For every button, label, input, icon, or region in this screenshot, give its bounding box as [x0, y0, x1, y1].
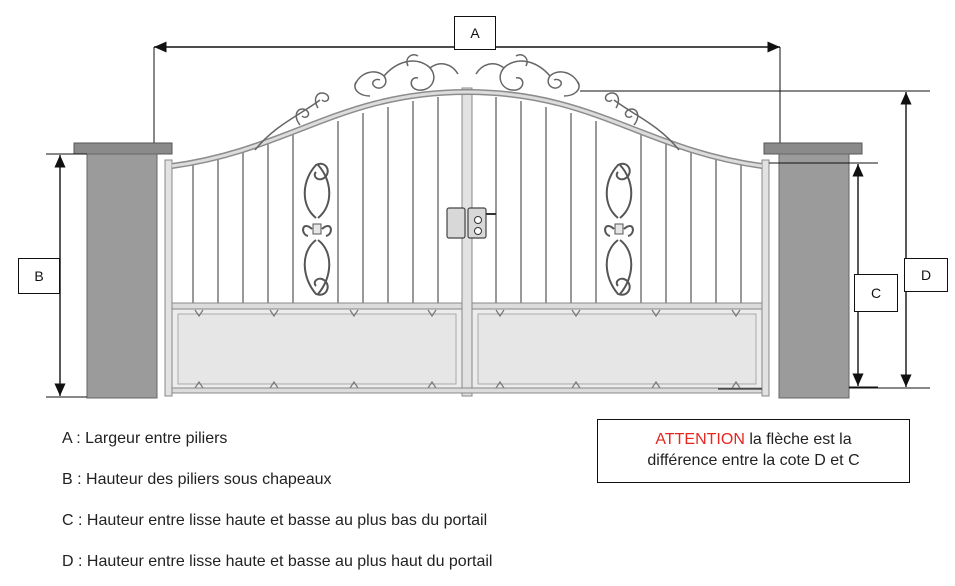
- attention-word: ATTENTION: [655, 431, 745, 448]
- attention-note: [597, 419, 910, 483]
- gate: [165, 55, 769, 396]
- left-pillar: [74, 143, 172, 398]
- label-c: C: [854, 274, 898, 312]
- legend-a: A : Largeur entre piliers: [62, 430, 228, 447]
- label-a: A: [454, 16, 496, 50]
- legend-b: B : Hauteur des piliers sous chapeaux: [62, 471, 332, 488]
- legend-c: C : Hauteur entre lisse haute et basse au plus bas du portail: [62, 512, 488, 529]
- label-b: B: [18, 258, 60, 294]
- right-pillar: [764, 143, 862, 398]
- attention-line2: différence entre la cote D et C: [647, 452, 860, 469]
- label-d: D: [904, 258, 948, 292]
- gate-lock: [447, 208, 496, 238]
- attention-line1: la flèche est la: [744, 431, 852, 448]
- legend-d: D : Hauteur entre lisse haute et basse au plus haut du portail: [62, 553, 493, 570]
